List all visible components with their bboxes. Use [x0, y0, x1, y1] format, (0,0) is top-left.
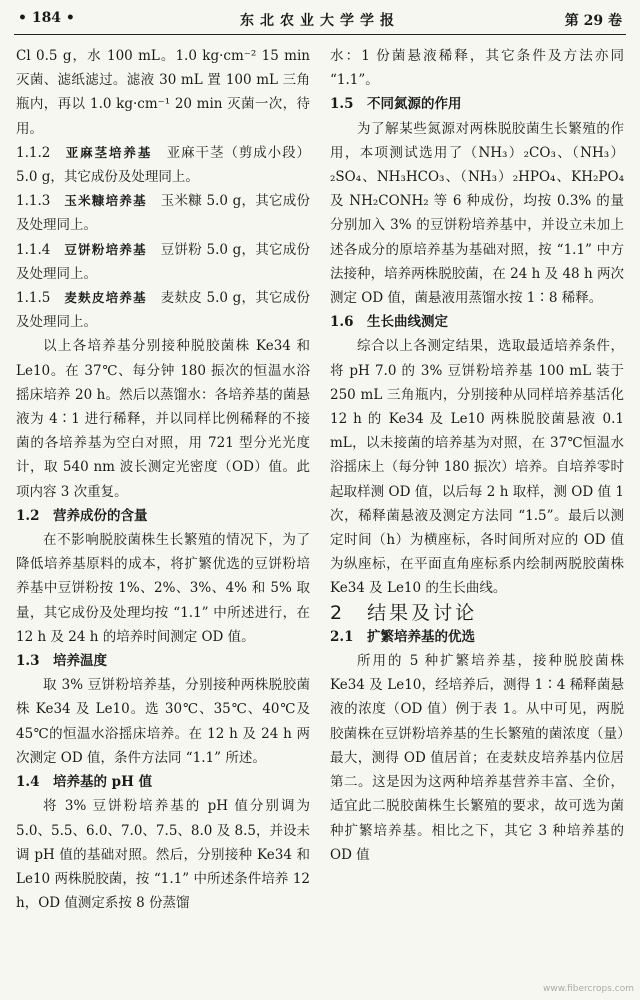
subsection-text: 豆饼粉 5.0 g，其它成份及处理同上。: [16, 241, 311, 282]
subsection-text: 亚麻干茎（剪成小段）5.0 g，其它成份及处理同上。: [16, 144, 311, 186]
paragraph: 将 3% 豆饼粉培养基的 pH 值分别调为 5.0、5.5、6.0、7.0、7.5、8.0 及 8.5，并设未调 pH 值的基础对照。然后，分别接种 Ke34 和 Le10 两株脱胶菌，按 “1.1” 中所述条件培养 12 h，OD 值测定系按 8 份蒸馏: [16, 798, 310, 912]
section-heading-1-4: 1.4 培养基的 pH 值: [16, 774, 153, 791]
journal-title: 东北农业大学学报: [240, 13, 400, 29]
paragraph: 综合以上各测定结果，选取最适培养条件，将 pH 7.0 的 3% 豆饼粉培养基 100 mL 装于 250 mL 三角瓶内，分别接种从同样培养基活化 12 h 的 Ke34 及 Le10 两株脱胶菌悬液 0.1 mL，以未接菌的培养基为对照，在 37℃恒温水浴摇床上（每分钟 180 振次）培养。自培养零时起取样测 OD 值，以后每 2 h 取样，测 OD 值 1 次，稀释菌悬液及测定方法同 “1.5”。最后以测定时间（h）为横座标，各时间所对应的 OD 值为纵座标，在平面直角座标系内绘制两脱胶菌株 Ke34 及 Le10 的生长曲线。: [330, 338, 624, 597]
paragraph: 取 3% 豆饼粉培养基，分别接种两株脱胶菌株 Ke34 及 Le10。选 30℃、35℃、40℃及 45℃的恒温水浴摇床培养。在 12 h 及 24 h 两次测定 OD 值，条件方法同 “1.1” 所述。: [16, 677, 310, 766]
volume-label: 第 29 卷: [564, 13, 622, 29]
subsection-title: 麦麸皮培养基: [64, 290, 147, 306]
section-heading-1-5: 1.5 不同氮源的作用: [330, 96, 462, 113]
subsection-text: 玉米糠 5.0 g，其它成份及处理同上。: [16, 193, 311, 234]
subsection-title: 玉米糠培养基: [64, 193, 147, 209]
subsection-number: 1.1.3: [16, 193, 51, 210]
subsection-text: 麦麸皮 5.0 g，其它成份及处理同上。: [16, 290, 311, 331]
section-heading-1-3: 1.3 培养温度: [16, 653, 107, 670]
paragraph: Cl 0.5 g，水 100 mL。1.0 kg·cm⁻² 15 min 灭菌、滤纸滤过。滤液 30 mL 置 100 mL 三角瓶内，再以 1.0 kg·cm⁻¹ 20 min 灭菌一次，待用。: [16, 48, 310, 137]
paragraph: 所用的 5 种扩繁培养基，接种脱胶菌株 Ke34 及 Le10，经培养后，测得 1∶4 稀释菌悬液的浓度（OD 值）例于表 1。从中可见，两脱胶菌株在豆饼粉培养基的生长繁殖的菌浓度（量）最大，测得 OD 值居首；在麦麸皮培养基内位居第二。这是因为这两种培养基营养丰富、全价，适宜此二脱胶菌株生长繁殖的要求，故可选为菌种扩繁培养基。相比之下，其它 3 种培养基的 OD 值: [330, 653, 624, 863]
left-column: [16, 44, 310, 915]
running-header: [14, 4, 626, 35]
subsection-number: 1.1.2: [16, 144, 51, 161]
subsection-title: 亚麻茎培养基: [65, 144, 153, 160]
subsection-1-1-4: [16, 238, 310, 286]
subsection-1-1-3: [16, 189, 310, 237]
section-heading-1-6: 1.6 生长曲线测定: [330, 314, 448, 331]
subsection-number: 1.1.5: [16, 290, 51, 307]
subsection-1-1-2: [16, 141, 310, 189]
section-heading-2-1: 2.1 扩繁培养基的优选: [330, 628, 475, 645]
watermark: www.fibercrops.com: [543, 984, 634, 994]
section-heading-1-2: 1.2 营养成份的含量: [16, 507, 148, 524]
paragraph: 水：1 份菌悬液稀释，其它条件及方法亦同 “1.1”。: [330, 48, 624, 89]
subsection-number: 1.1.4: [16, 241, 51, 258]
paragraph: 为了解某些氮源对两株脱胶菌生长繁殖的作用，本项测试选用了（NH₃）₂CO₃、（NH₃）₂SO₄、NH₃HCO₃、（NH₃）₂HPO₄、KH₂PO₄ 及 NH₂CONH₂ 等 6 种成份，均按 0.3% 的量分别加入 3% 的豆饼粉培养基中，并设立未加上述各成分的原培养基为基础对照，按 “1.1” 中方法接种，培养两株脱胶菌，在 24 h 及 48 h 两次测定 OD 值，菌悬液用蒸馏水按 1∶8 稀释。: [330, 120, 624, 307]
right-column: [330, 44, 624, 867]
page-number: • 184 •: [18, 10, 75, 26]
paragraph: 在不影响脱胶菌株生长繁殖的情况下，为了降低培养基原料的成本，将扩繁优选的豆饼粉培养基中豆饼粉按 1%、2%、3%、4% 和 5% 取量，其它成份及处理均按 “1.1” 中所述进行，在 12 h 及 24 h 的培养时间测定 OD 值。: [16, 532, 310, 645]
subsection-1-1-5: [16, 286, 310, 334]
section-heading-2: 2 结果及讨论: [330, 601, 478, 624]
subsection-title: 豆饼粉培养基: [64, 241, 147, 257]
paragraph: 以上各培养基分别接种脱胶菌株 Ke34 和 Le10。在 37℃、每分钟 180 振次的恒温水浴摇床培养 20 h。然后以蒸馏水：各培养基的菌悬液为 4∶1 进行稀释，并以同样比例稀释的不接菌的各培养基为空白对照，用 721 型分光光度计，取 540 nm 波长测定光密度（OD）值。此项内容 3 次重复。: [16, 338, 310, 500]
